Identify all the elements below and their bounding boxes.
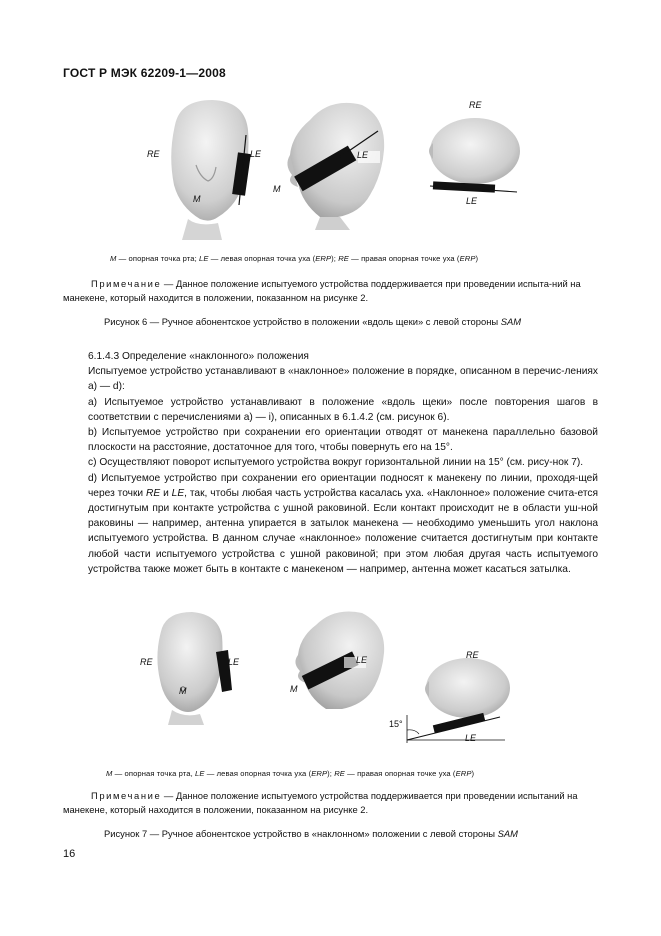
figure-6-legend: M — опорная точка рта; LE — левая опорная точка уха (ERP); RE — правая опорная точке уха (ERP) xyxy=(110,254,479,263)
legend-code-le: LE xyxy=(199,254,209,263)
item-d-part-2: , так, чтобы любая часть устройства касалась уха. «Наклонное» положение счита-ется достигнутым при контакте устройства с ушной раковиной. Если контакт происходит не в области уш-ной раковины — например, антенна упирается в затылок манекена — необходимо уменьшить угол наклона испытуемого устройства. В данном случае «наклонное» положение считается достигнутым при контакте любой части испытуемого устройства с ушной раковиной; при этом любая другая часть испытуемого устройства также может быть в контакте с манекеном — например, антенна может касаться затылка. xyxy=(88,487,598,575)
note-text: — Данное положение испытуемого устройства поддерживается при проведении испытаний на манекене, который находится в положении, показанном на рисунке 2. xyxy=(63,790,578,815)
legend-code-re: RE xyxy=(334,769,345,778)
legend-text-re: — правая опорная точке уха ( xyxy=(347,769,456,778)
figure-7-top-label-re: RE xyxy=(466,650,479,660)
legend-close-le: ) xyxy=(331,254,334,263)
legend-text-m: — опорная точка рта; xyxy=(118,254,197,263)
legend-erp-le: ERP xyxy=(311,769,328,778)
figure-7-side-label-m: M xyxy=(290,684,298,694)
legend-text-le: — левая опорная точка уха ( xyxy=(210,254,316,263)
figure-6-front-view xyxy=(140,95,270,240)
section-6-1-4-3 xyxy=(88,349,598,577)
legend-text-re: — правая опорная точке уха ( xyxy=(351,254,460,263)
figure-6-side-label-m: M xyxy=(273,184,281,194)
caption-main: Рисунок 6 — Ручное абонентское устройство в положении «вдоль щеки» с левой стороны xyxy=(104,316,499,327)
head-top-illustration xyxy=(425,113,530,203)
figure-6-caption xyxy=(104,316,521,327)
figure-7-side-view xyxy=(290,605,390,720)
legend-erp-re: ERP xyxy=(459,254,476,263)
caption-main: Рисунок 7 — Ручное абонентское устройство в «наклонном» положении с левой стороны xyxy=(104,828,496,839)
note-prefix: Примечание xyxy=(91,790,162,801)
item-d-re: RE xyxy=(146,487,161,499)
legend-erp-le: ERP xyxy=(315,254,332,263)
figure-7-label-re: RE xyxy=(140,657,153,667)
head-side-illustration xyxy=(280,95,390,230)
section-item-a: а) Испытуемое устройство устанавливают в положение «вдоль щеки» после повторения шагов в соответствии с перечислениями а) — i), описанных в 6.1.4.2 (см. рисунок 6). xyxy=(88,396,598,423)
legend-erp-re: ERP xyxy=(455,769,472,778)
figure-6-label-m: M xyxy=(193,194,201,204)
figure-7-angle-label: 15° xyxy=(389,719,403,729)
page-number: 16 xyxy=(63,848,76,860)
note-prefix: Примечание xyxy=(91,278,162,289)
section-item-c: с) Осуществляют поворот испытуемого устройства вокруг горизонтальной линии на 15° (см. рису-нок 7). xyxy=(88,457,584,469)
figure-7-side-label-le: LE xyxy=(356,655,368,665)
note-text: — Данное положение испытуемого устройства поддерживается при проведении испыта-ний на манекене, который находится в положении, показанном на рисунке 2. xyxy=(63,278,581,303)
figure-7-caption xyxy=(104,828,518,839)
figure-7-label-m: M xyxy=(179,686,187,696)
figure-6-label-le: LE xyxy=(250,149,262,159)
legend-close-re: ) xyxy=(475,254,479,263)
head-front-illustration-tilted xyxy=(150,610,245,725)
figure-7-top-label-le: LE xyxy=(465,733,477,743)
legend-close-le: ); xyxy=(327,769,332,778)
item-d-and: и xyxy=(163,487,169,499)
legend-code-re: RE xyxy=(338,254,349,263)
head-front-illustration xyxy=(140,95,270,240)
figure-6-label-re: RE xyxy=(147,149,160,159)
figure-7-front-view xyxy=(150,610,245,725)
item-d-le: LE xyxy=(171,487,185,499)
head-side-illustration-tilted xyxy=(290,605,390,720)
legend-text-le: — левая опорная точка уха ( xyxy=(206,769,312,778)
figure-6-top-view xyxy=(425,113,530,203)
legend-code-m: M xyxy=(110,254,117,263)
section-heading: 6.1.4.3 Определение «наклонного» положения xyxy=(88,351,309,362)
figure-6-top-label-re: RE xyxy=(469,100,482,110)
figure-7-legend: M — опорная точка рта, LE — левая опорная точка уха (ERP); RE — правая опорная точке уха (ERP) xyxy=(106,769,475,778)
legend-text-m: — опорная точка рта, xyxy=(114,769,193,778)
figure-7-label-le: LE xyxy=(228,657,240,667)
legend-code-le: LE xyxy=(195,769,205,778)
section-item-b: b) Испытуемое устройство при сохранении его ориентации отводят от манекена параллельно базовой плоскости на расстояние, достаточное для того, чтобы повернуть его на 15°. xyxy=(88,427,598,454)
figure-7-note xyxy=(63,789,598,816)
section-intro: Испытуемое устройство устанавливают в «наклонное» положение в порядке, описанном в перечис-лениях а) — d): xyxy=(88,366,598,393)
figure-6-side-view xyxy=(280,95,390,230)
section-item-d xyxy=(88,471,598,577)
item-d-part-1: d) Испытуемое устройство при сохранении его ориентации подносят к манекену по линии, проходя-щей через точки xyxy=(88,472,598,499)
caption-sam: SAM xyxy=(497,828,518,839)
figure-6-top-label-le: LE xyxy=(466,196,478,206)
head-top-illustration-tilted xyxy=(385,655,525,750)
legend-code-m: M xyxy=(106,769,113,778)
figure-6-side-label-le: LE xyxy=(357,150,369,160)
document-header: ГОСТ Р МЭК 62209-1—2008 xyxy=(63,66,226,80)
figure-6-note xyxy=(63,277,598,304)
caption-sam: SAM xyxy=(500,316,522,327)
figure-7-top-view xyxy=(385,655,525,750)
